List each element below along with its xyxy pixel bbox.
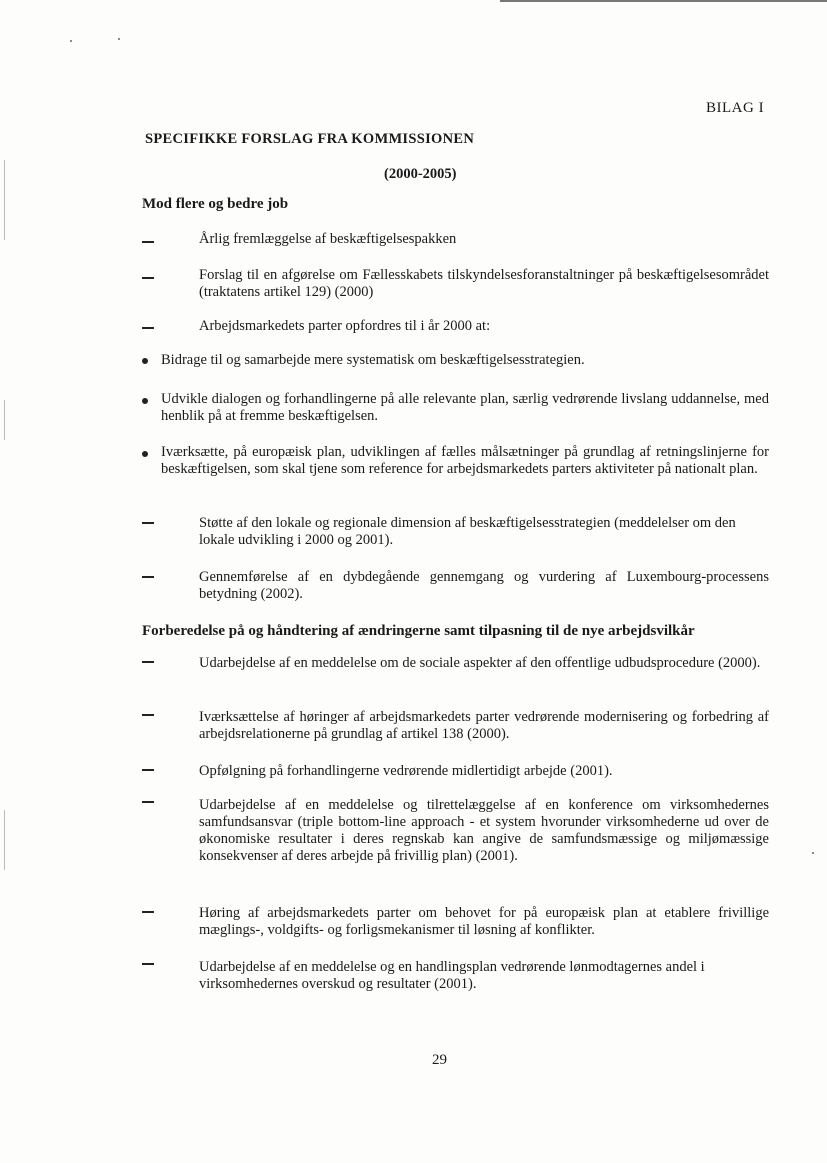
- list-item: Opfølgning på forhandlingerne vedrørende midlertidigt arbejde (2001).: [199, 763, 613, 779]
- page-title: SPECIFIKKE FORSLAG FRA KOMMISSIONEN: [145, 131, 475, 147]
- dash-marker: [142, 911, 154, 913]
- list-item: Udarbejdelse af en meddelelse og en handlingsplan vedrørende lønmodtagernes andel i virksomhedernes overskud og resultater (2001).: [199, 959, 705, 992]
- list-item: Udvikle dialogen og forhandlingerne på alle relevante plan, særlig vedrørende livslang uddannelse, med henblik på at fremme beskæftigelsen.: [161, 391, 769, 424]
- list-item: Udarbejdelse af en meddelelse og tilrettelæggelse af en konference om virksomhedernes samfundsansvar (triple bottom-line approach - et system hvorunder virksomhederne ud over de økonomiske resultater i deres regnskab kan angive de samfundsmæssige og miljømæssige konsekvenser af deres arbejde på frivillig plan) (2001).: [199, 797, 769, 864]
- bullet-marker: [142, 398, 148, 404]
- section-heading: Mod flere og bedre job: [142, 196, 289, 212]
- dash-marker: [142, 576, 154, 578]
- scan-top-edge: [500, 0, 827, 2]
- list-item: Årlig fremlæggelse af beskæftigelsespakken: [199, 231, 457, 247]
- dash-marker: [142, 327, 154, 329]
- list-item: Høring af arbejdsmarkedets parter om behovet for på europæisk plan at etablere frivillige mæglings-, voldgifts- og forligsmekanismer til løsning af konflikter.: [199, 905, 769, 938]
- bullet-marker: [142, 358, 148, 364]
- list-item: Støtte af den lokale og regionale dimension af beskæftigelsesstrategien (meddelelser om den lokale udvikling i 2000 og 2001).: [199, 515, 736, 548]
- dash-marker: [142, 522, 154, 524]
- scan-edge-mark: [4, 160, 5, 240]
- period-subtitle: (2000-2005): [384, 166, 457, 182]
- scan-edge-mark: [4, 810, 5, 870]
- annex-label: BILAG I: [706, 100, 765, 116]
- dash-marker: [142, 769, 154, 771]
- list-item: Iværksætte, på europæisk plan, udviklingen af fælles målsætninger på grundlag af retningslinjerne for beskæftigelsen, som skal tjene som reference for arbejdsmarkedets parters aktiviteter på nationalt plan.: [161, 444, 769, 477]
- scan-speck: [812, 852, 814, 854]
- dash-marker: [142, 714, 154, 716]
- dash-marker: [142, 801, 154, 803]
- list-item: Bidrage til og samarbejde mere systematisk om beskæftigelsesstrategien.: [161, 352, 585, 368]
- scan-speck: [118, 38, 120, 40]
- list-item: Gennemførelse af en dybdegående gennemgang og vurdering af Luxembourg-processens betydning (2002).: [199, 569, 769, 602]
- page-number: 29: [432, 1052, 447, 1068]
- section-heading: Forberedelse på og håndtering af ændringerne samt tilpasning til de nye arbejdsvilkår: [142, 623, 695, 639]
- list-item: Arbejdsmarkedets parter opfordres til i år 2000 at:: [199, 318, 491, 334]
- list-item: Udarbejdelse af en meddelelse om de sociale aspekter af den offentlige udbudsprocedure (2000).: [199, 655, 761, 671]
- dash-marker: [142, 963, 154, 965]
- dash-marker: [142, 241, 154, 243]
- bullet-marker: [142, 451, 148, 457]
- scan-edge-mark: [4, 400, 5, 440]
- dash-marker: [142, 661, 154, 663]
- list-item: Iværksættelse af høringer af arbejdsmarkedets parter vedrørende modernisering og forbedring af arbejdsrelationerne på grundlag af artikel 138 (2000).: [199, 709, 769, 742]
- list-item: Forslag til en afgørelse om Fællesskabets tilskyndelsesforanstaltninger på beskæftigelsesområdet (traktatens artikel 129) (2000): [199, 267, 769, 300]
- dash-marker: [142, 277, 154, 279]
- scan-speck: [70, 40, 72, 42]
